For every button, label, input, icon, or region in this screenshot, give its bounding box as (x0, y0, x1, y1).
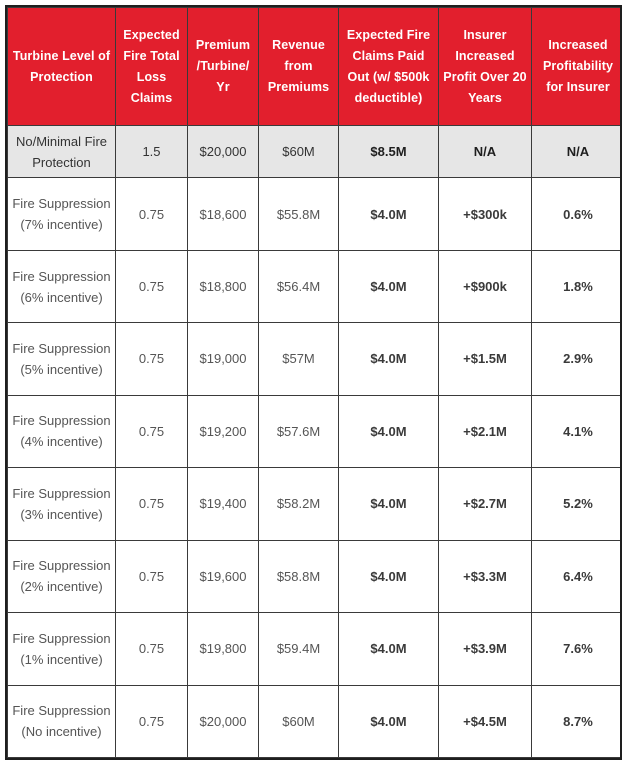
insurance-comparison-table (7, 7, 622, 758)
cell-expected-claims: 0.75 (116, 250, 188, 322)
cell-expected-claims: 0.75 (116, 323, 188, 395)
cell-expected-claims: 0.75 (116, 685, 188, 758)
header-premium: Premium /Turbine/ Yr (188, 8, 259, 126)
cell-expected-claims: 0.75 (116, 468, 188, 540)
cell-revenue: $55.8M (259, 178, 339, 250)
cell-profitability: 4.1% (532, 395, 623, 467)
cell-expected-claims: 1.5 (116, 126, 188, 178)
table-row (8, 613, 623, 685)
cell-expected-claims: 0.75 (116, 395, 188, 467)
cell-increased-profit: +$4.5M (439, 685, 532, 758)
cell-premium: $20,000 (188, 685, 259, 758)
cell-profitability: N/A (532, 126, 623, 178)
cell-claims-paid: $4.0M (339, 613, 439, 685)
cell-increased-profit: +$300k (439, 178, 532, 250)
cell-profitability: 1.8% (532, 250, 623, 322)
cell-revenue: $56.4M (259, 250, 339, 322)
cell-revenue: $59.4M (259, 613, 339, 685)
cell-claims-paid: $4.0M (339, 323, 439, 395)
table-row (8, 468, 623, 540)
table-row (8, 323, 623, 395)
header-profitability: Increased Profitability for Insurer (532, 8, 623, 126)
cell-expected-claims: 0.75 (116, 540, 188, 612)
cell-protection-level: Fire Suppression (7% incentive) (8, 178, 116, 250)
cell-increased-profit: +$2.1M (439, 395, 532, 467)
cell-profitability: 8.7% (532, 685, 623, 758)
cell-claims-paid: $4.0M (339, 250, 439, 322)
cell-premium: $18,600 (188, 178, 259, 250)
cell-increased-profit: +$3.3M (439, 540, 532, 612)
cell-increased-profit: +$2.7M (439, 468, 532, 540)
cell-revenue: $58.8M (259, 540, 339, 612)
header-protection-level: Turbine Level of Protection (8, 8, 116, 126)
header-expected-claims: Expected Fire Total Loss Claims (116, 8, 188, 126)
cell-profitability: 0.6% (532, 178, 623, 250)
cell-premium: $19,000 (188, 323, 259, 395)
cell-increased-profit: +$1.5M (439, 323, 532, 395)
cell-profitability: 2.9% (532, 323, 623, 395)
cell-increased-profit: +$900k (439, 250, 532, 322)
cell-claims-paid: $8.5M (339, 126, 439, 178)
table-row (8, 395, 623, 467)
cell-premium: $19,800 (188, 613, 259, 685)
cell-revenue: $60M (259, 685, 339, 758)
cell-expected-claims: 0.75 (116, 613, 188, 685)
cell-profitability: 6.4% (532, 540, 623, 612)
cell-claims-paid: $4.0M (339, 178, 439, 250)
cell-protection-level: Fire Suppression (6% incentive) (8, 250, 116, 322)
cell-premium: $19,200 (188, 395, 259, 467)
cell-protection-level: Fire Suppression (4% incentive) (8, 395, 116, 467)
cell-protection-level: Fire Suppression (5% incentive) (8, 323, 116, 395)
cell-protection-level: Fire Suppression (1% incentive) (8, 613, 116, 685)
cell-protection-level: No/Minimal Fire Protection (8, 126, 116, 178)
header-claims-paid: Expected Fire Claims Paid Out (w/ $500k deductible) (339, 8, 439, 126)
table-row (8, 540, 623, 612)
table-row (8, 250, 623, 322)
cell-premium: $18,800 (188, 250, 259, 322)
cell-revenue: $57M (259, 323, 339, 395)
cell-profitability: 7.6% (532, 613, 623, 685)
cell-protection-level: Fire Suppression (2% incentive) (8, 540, 116, 612)
cell-premium: $19,600 (188, 540, 259, 612)
cell-revenue: $60M (259, 126, 339, 178)
cell-expected-claims: 0.75 (116, 178, 188, 250)
cell-protection-level: Fire Suppression (3% incentive) (8, 468, 116, 540)
header-revenue: Revenue from Premiums (259, 8, 339, 126)
cell-claims-paid: $4.0M (339, 395, 439, 467)
cell-revenue: $58.2M (259, 468, 339, 540)
cell-claims-paid: $4.0M (339, 468, 439, 540)
cell-claims-paid: $4.0M (339, 540, 439, 612)
cell-premium: $19,400 (188, 468, 259, 540)
cell-increased-profit: +$3.9M (439, 613, 532, 685)
cell-protection-level: Fire Suppression (No incentive) (8, 685, 116, 758)
cell-increased-profit: N/A (439, 126, 532, 178)
table-frame (5, 5, 622, 760)
table-row (8, 126, 623, 178)
cell-revenue: $57.6M (259, 395, 339, 467)
table-row (8, 685, 623, 758)
cell-claims-paid: $4.0M (339, 685, 439, 758)
header-increased-profit: Insurer Increased Profit Over 20 Years (439, 8, 532, 126)
cell-premium: $20,000 (188, 126, 259, 178)
header-row (8, 8, 623, 126)
table-row (8, 178, 623, 250)
cell-profitability: 5.2% (532, 468, 623, 540)
